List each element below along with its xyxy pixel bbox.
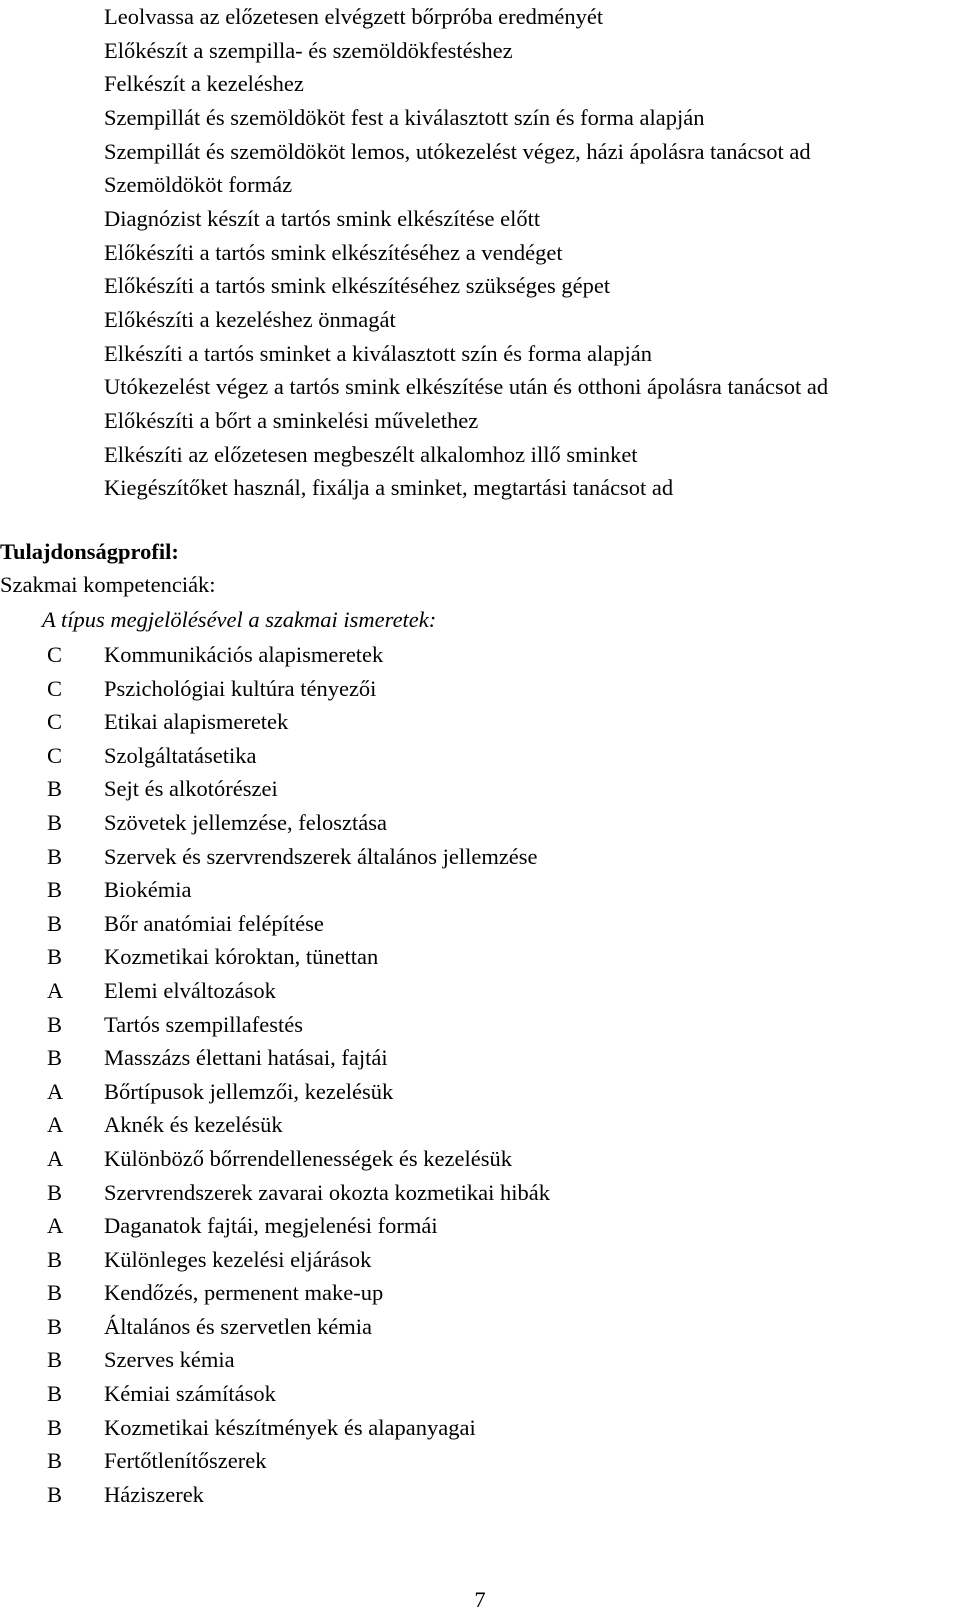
knowledge-label: Bőrtípusok jellemzői, kezelésük [104, 1078, 394, 1104]
task-item: Utókezelést végez a tartós smink elkészítése után és otthoni ápolásra tanácsot ad [104, 374, 829, 400]
task-item: Elkészíti az előzetesen megbeszélt alkalomhoz illő sminket [104, 441, 638, 467]
knowledge-label: Szervek és szervrendszerek általános jellemzése [104, 843, 538, 869]
knowledge-label: Szerves kémia [104, 1347, 235, 1373]
knowledge-label: Szervrendszerek zavarai okozta kozmetikai hibák [104, 1179, 551, 1205]
knowledge-label: Háziszerek [104, 1481, 204, 1507]
knowledge-type: A [47, 977, 64, 1003]
knowledge-type: C [47, 642, 63, 667]
knowledge-label: Bőr anatómiai felépítése [104, 910, 324, 936]
task-item: Szemöldököt formáz [104, 172, 293, 198]
profile-heading: Tulajdonságprofil: [0, 539, 179, 564]
task-item: Szempillát és szemöldököt fest a kiválasztott szín és forma alapján [104, 104, 705, 130]
knowledge-label: Fertőtlenítőszerek [104, 1448, 267, 1474]
knowledge-type: B [47, 877, 63, 903]
knowledge-type: C [47, 709, 63, 735]
knowledge-label: Elemi elváltozások [104, 977, 276, 1003]
knowledge-label: Szolgáltatásetika [104, 742, 257, 768]
page-number: 7 [474, 1587, 486, 1612]
knowledge-type: A [47, 1078, 64, 1104]
knowledge-label: Biokémia [104, 877, 192, 903]
knowledge-type: B [47, 809, 63, 835]
knowledge-label: Daganatok fajtái, megjelenési formái [104, 1213, 438, 1239]
knowledge-type: B [47, 1011, 63, 1037]
knowledge-type: B [47, 1448, 63, 1474]
task-item: Előkészít a szempilla- és szemöldökfestéshez [104, 37, 513, 63]
knowledge-type: B [47, 1414, 63, 1440]
knowledge-type: B [47, 843, 63, 869]
knowledge-label: Kémiai számítások [104, 1381, 276, 1407]
knowledge-type: B [47, 910, 63, 936]
knowledge-type: B [47, 1313, 63, 1339]
knowledge-label: Pszichológiai kultúra tényezői [104, 675, 377, 701]
knowledge-label: Kozmetikai kóroktan, tünettan [104, 944, 379, 970]
knowledge-type: A [47, 1145, 64, 1171]
knowledge-type: B [47, 944, 63, 970]
task-item: Leolvassa az előzetesen elvégzett bőrpróba eredményét [104, 4, 604, 29]
task-item: Elkészíti a tartós sminket a kiválasztott szín és forma alapján [104, 340, 652, 366]
knowledge-type: B [47, 1246, 63, 1272]
knowledge-label: Különleges kezelési eljárások [104, 1246, 372, 1272]
knowledge-type: B [47, 1280, 63, 1306]
competencies-subheading: Szakmai kompetenciák: [0, 572, 216, 597]
task-item: Előkészíti a bőrt a sminkelési művelethez [104, 407, 479, 433]
knowledge-label: Masszázs élettani hatásai, fajtái [104, 1045, 388, 1071]
knowledge-label: Különböző bőrrendellenességek és kezelésük [104, 1145, 512, 1171]
knowledge-type: C [47, 675, 63, 701]
knowledge-type: C [47, 742, 63, 768]
knowledge-label: Kommunikációs alapismeretek [104, 642, 384, 667]
knowledge-type: A [47, 1112, 64, 1138]
knowledge-label: Kozmetikai készítmények és alapanyagai [104, 1414, 476, 1440]
knowledge-type: A [47, 1213, 64, 1239]
knowledge-label: Tartós szempillafestés [104, 1011, 303, 1037]
task-list [104, 0, 828, 505]
knowledge-label: Etikai alapismeretek [104, 709, 289, 735]
task-item: Kiegészítőket használ, fixálja a sminket, megtartási tanácsot ad [104, 475, 674, 501]
knowledge-label: Általános és szervetlen kémia [104, 1313, 373, 1339]
knowledge-label: Sejt és alkotórészei [104, 776, 278, 802]
task-item: Előkészíti a tartós smink elkészítéséhez szükséges gépet [104, 273, 611, 299]
knowledge-type: B [47, 1045, 63, 1071]
knowledge-label: Kendőzés, permenent make-up [104, 1280, 384, 1306]
knowledge-type: B [47, 1481, 63, 1507]
knowledge-label: Szövetek jellemzése, felosztása [104, 809, 387, 835]
task-item: Előkészíti a tartós smink elkészítéséhez a vendéget [104, 239, 563, 265]
knowledge-type: B [47, 1347, 63, 1373]
knowledge-intro: A típus megjelölésével a szakmai ismeretek: [42, 607, 437, 632]
knowledge-label: Aknék és kezelésük [104, 1112, 283, 1138]
task-item: Diagnózist készít a tartós smink elkészítése előtt [104, 205, 541, 231]
task-item: Felkészít a kezeléshez [104, 71, 304, 97]
task-item: Előkészíti a kezeléshez önmagát [104, 306, 396, 332]
knowledge-type: B [47, 1179, 63, 1205]
knowledge-type: B [47, 1381, 63, 1407]
task-item: Szempillát és szemöldököt lemos, utókezelést végez, házi ápolásra tanácsot ad [104, 138, 811, 164]
knowledge-type: B [47, 776, 63, 802]
